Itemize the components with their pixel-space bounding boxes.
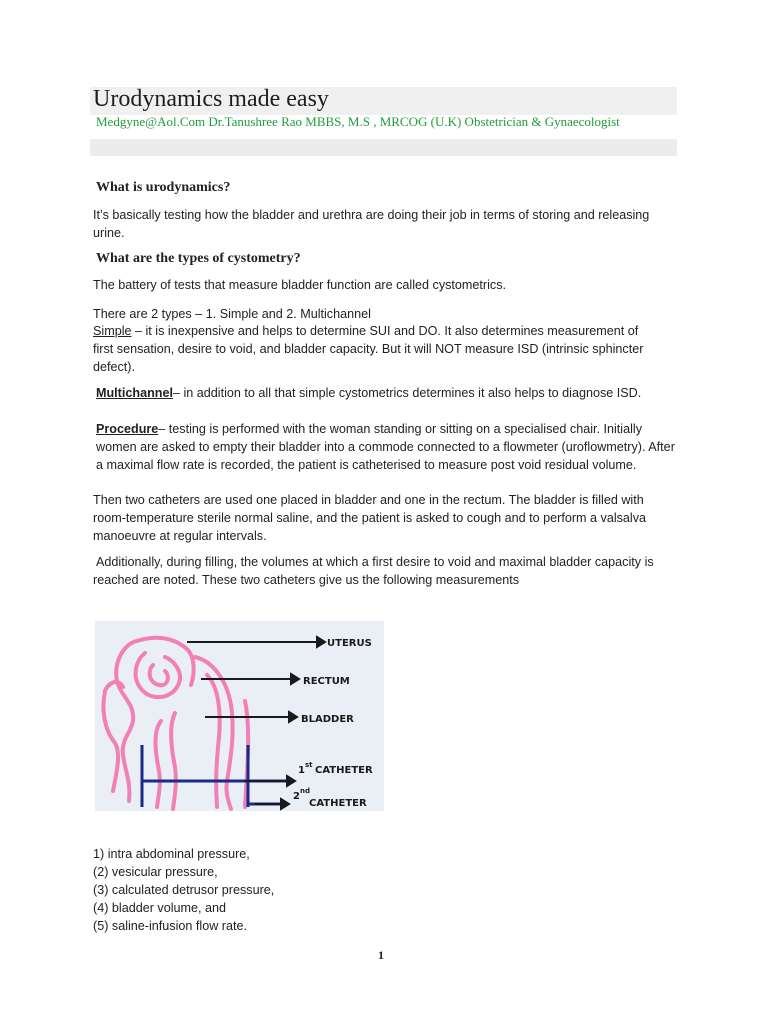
label-catheter-2: CATHETER xyxy=(309,798,367,809)
label-catheter-1: CATHETER xyxy=(315,765,373,776)
multichannel-term: Multichannel xyxy=(96,386,173,400)
types-line: There are 2 types – 1. Simple and 2. Multichannel xyxy=(93,307,371,321)
question-what-is-urodynamics: What is urodynamics? xyxy=(96,180,231,195)
label-catheter-2-number: 2 xyxy=(293,791,300,802)
procedure-paragraph xyxy=(96,420,680,474)
list-item: (2) vesicular pressure, xyxy=(93,865,218,879)
simple-paragraph xyxy=(93,322,653,376)
procedure-term: Procedure xyxy=(96,422,159,436)
procedure-text: – testing is performed with the woman standing or sitting on a specialised chair. Initially women are asked to empty their bladder into a commode connected to a flowmeter (uroflowmetry). After a maximal flow rate is recorded, the patient is catheterised to measure post void residual volume. xyxy=(96,422,675,472)
label-bladder: BLADDER xyxy=(301,714,354,725)
simple-term: Simple xyxy=(93,324,132,338)
pelvic-organs-drawing xyxy=(103,638,248,809)
list-item: (4) bladder volume, and xyxy=(93,901,227,915)
label-catheter-1-suffix: st xyxy=(305,761,313,769)
simple-text: – it is inexpensive and helps to determine SUI and DO. It also determines measurement of first sensation, desire to void, and bladder capacity. But it will NOT measure ISD (intrinsic sphincter defect). xyxy=(93,324,644,374)
subtitle-band xyxy=(90,139,677,156)
list-item: (5) saline-infusion flow rate. xyxy=(93,919,247,933)
page-title: Urodynamics made easy xyxy=(93,86,329,112)
label-uterus: UTERUS xyxy=(327,638,372,649)
additional-paragraph: Additionally, during filling, the volumes at which a first desire to void and maximal bladder capacity is reached are noted. These two catheters give us the following measurements xyxy=(93,555,654,587)
list-item: (3) calculated detrusor pressure, xyxy=(93,883,275,897)
page-number: 1 xyxy=(378,948,384,962)
author-line: Medgyne@Aol.Com Dr.Tanushree Rao MBBS, M.S , MRCOG (U.K) Obstetrician & Gynaecologist xyxy=(96,114,620,129)
answer-what-is-urodynamics: It’s basically testing how the bladder and urethra are doing their job in terms of storing and releasing urine. xyxy=(93,208,650,240)
label-catheter-2-suffix: nd xyxy=(300,787,310,795)
measurements-list xyxy=(93,845,274,935)
list-item: 1) intra abdominal pressure, xyxy=(93,847,250,861)
answer-cystometrics: The battery of tests that measure bladder function are called cystometrics. xyxy=(93,278,506,292)
label-rectum: RECTUM xyxy=(303,676,350,687)
multichannel-text: – in addition to all that simple cystometrics determines it also helps to diagnose ISD. xyxy=(172,386,642,400)
anatomy-diagram xyxy=(95,621,384,811)
multichannel-paragraph xyxy=(96,384,656,402)
label-catheter-1-number: 1 xyxy=(298,765,305,776)
catheter-paragraph: Then two catheters are used one placed in bladder and one in the rectum. The bladder is filled with room-temperature sterile normal saline, and the patient is asked to cough and to perform a valsalva manoeuvre at regular intervals. xyxy=(93,493,647,543)
question-types-of-cystometry: What are the types of cystometry? xyxy=(96,251,301,266)
